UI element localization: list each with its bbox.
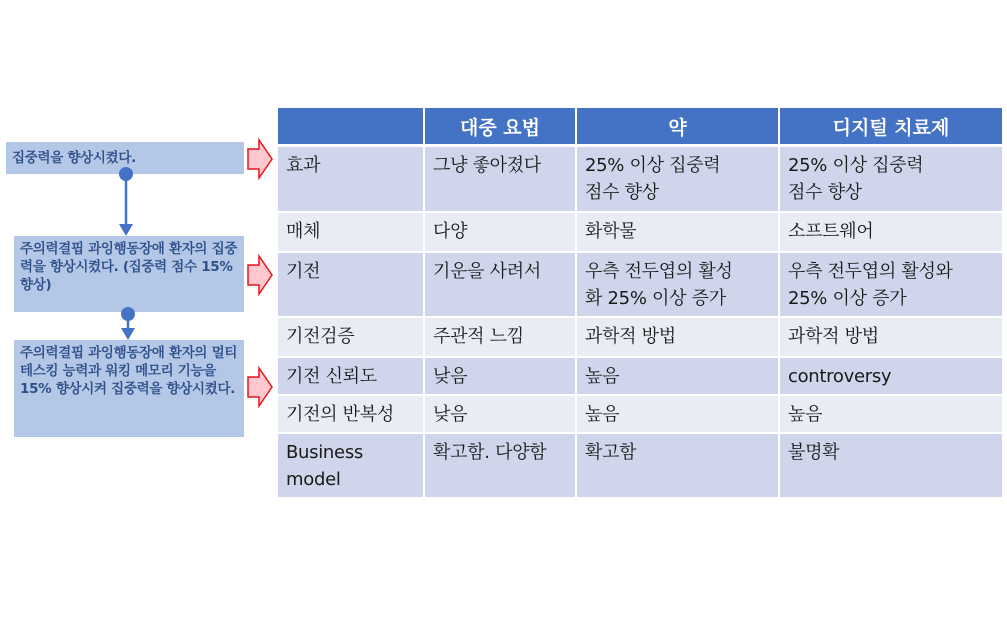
right-arrow-icon [246,138,274,180]
connector-arrowhead-1 [119,224,133,236]
header-cell-empty [278,108,424,146]
table-cell: 높음 [779,395,1002,433]
note-box-1 [6,142,244,174]
table-cell: 기운을 사려서 [424,252,576,317]
table-row [278,146,1002,212]
table-cell: 소프트웨어 [779,212,1002,252]
table-cell: 과학적 방법 [576,317,779,357]
table-cell: 25% 이상 집중력 점수 향상 [779,146,1002,212]
table-cell: 낮음 [424,395,576,433]
table-row [278,395,1002,433]
connector-arrowhead-2 [121,328,135,340]
note-text-2: 주의력결핍 과잉행동장애 환자의 집중력을 향상시켰다. (집중력 점수 15%향상) [20,241,238,293]
row-label-cell: 기전검증 [278,317,424,357]
table-cell: 확고함 [576,433,779,498]
row-label-cell: Business model [278,433,424,498]
table-row [278,433,1002,498]
table-header-row [278,108,1002,146]
right-arrow-icon [246,366,274,408]
row-label-cell: 기전의 반복성 [278,395,424,433]
note-text-3: 주의력결핍 과잉행동장애 환자의 멀티테스킹 능력과 워킹 메모리 기능을 15% 향상시켜 집중력을 향상시켰다. [20,345,238,397]
comparison-table-wrapper [278,108,1002,499]
comparison-table [278,108,1002,499]
header-cell-drug: 약 [576,108,779,146]
note-box-3 [14,340,244,437]
table-cell: 그냥 좋아졌다 [424,146,576,212]
table-cell: 낮음 [424,357,576,395]
header-cell-digital-therapeutics: 디지털 치료제 [779,108,1002,146]
table-cell: 우측 전두엽의 활성 화 25% 이상 증가 [576,252,779,317]
table-cell: 불명확 [779,433,1002,498]
row-label-cell: 효과 [278,146,424,212]
table-cell: 다양 [424,212,576,252]
note-text-1: 집중력을 향상시켰다. [12,150,136,166]
table-row [278,212,1002,252]
row-label-cell: 매체 [278,212,424,252]
right-arrow-icon [246,254,274,296]
table-row [278,357,1002,395]
table-cell: 확고함. 다양함 [424,433,576,498]
table-cell: controversy [779,357,1002,395]
table-cell: 화학물 [576,212,779,252]
row-label-cell: 기전 [278,252,424,317]
table-cell: 25% 이상 집중력 점수 향상 [576,146,779,212]
table-cell: 주관적 느낌 [424,317,576,357]
table-cell: 과학적 방법 [779,317,1002,357]
header-cell-folk-remedy: 대중 요법 [424,108,576,146]
table-cell: 높음 [576,395,779,433]
table-cell: 높음 [576,357,779,395]
row-label-cell: 기전 신뢰도 [278,357,424,395]
table-row [278,317,1002,357]
note-box-2 [14,236,244,312]
table-cell: 우측 전두엽의 활성와 25% 이상 증가 [779,252,1002,317]
table-row [278,252,1002,317]
